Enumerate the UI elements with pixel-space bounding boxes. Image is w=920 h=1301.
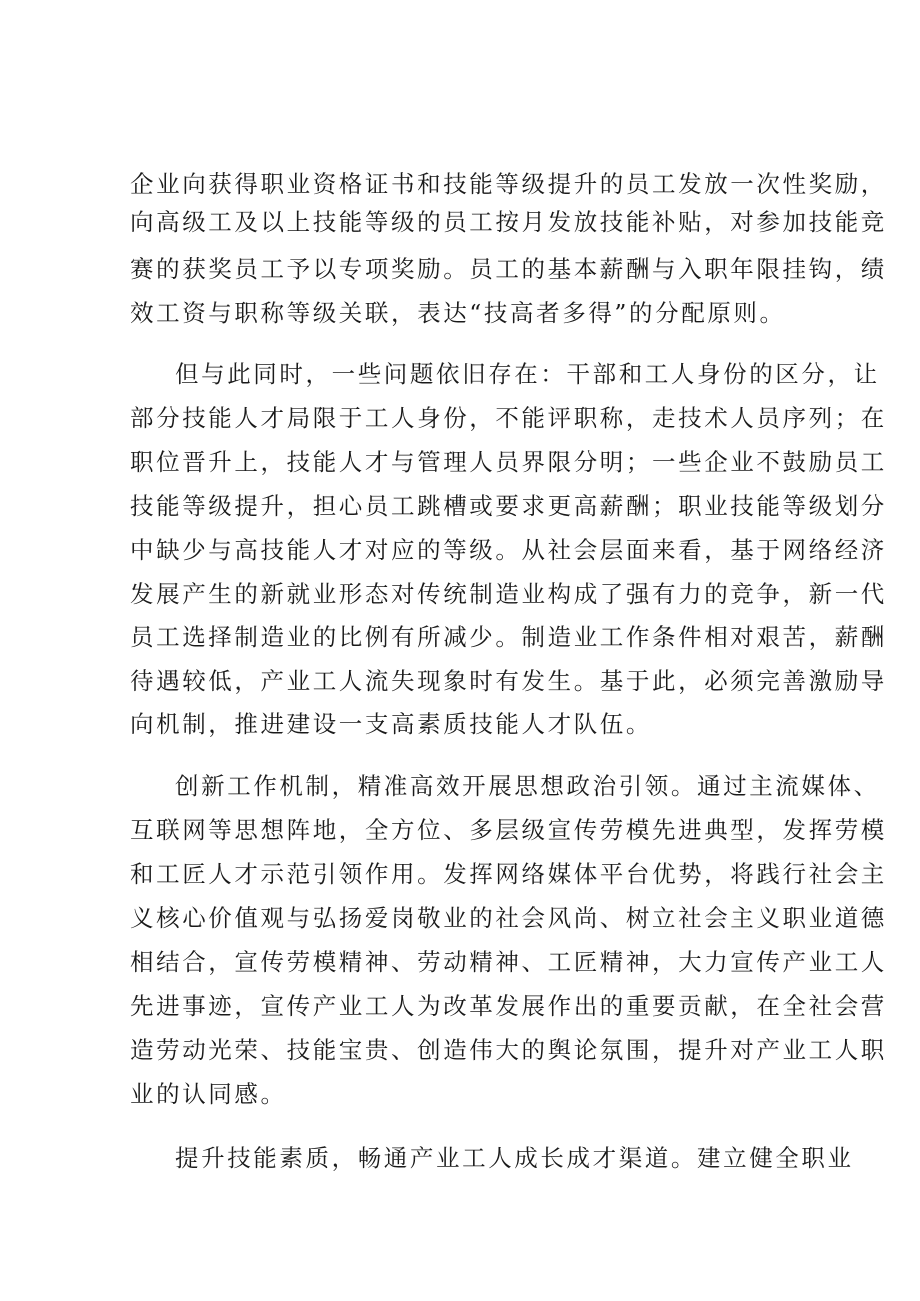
paragraph-2-line-2: 部分技能人才局限于工人身份，不能评职称，走技术人员序列；在 [130, 404, 887, 432]
paragraph-3-line-2: 互联网等思想阵地，全方位、多层级宣传劳模先进典型，发挥劳模 [130, 816, 887, 844]
paragraph-3-line-7: 造劳动光荣、技能宝贵、创造伟大的舆论氛围，提升对产业工人职 [130, 1036, 887, 1064]
paragraph-2-line-1: 但与此同时，一些问题依旧存在：干部和工人身份的区分，让 [175, 360, 880, 388]
paragraph-2-line-4: 技能等级提升，担心员工跳槽或要求更高薪酬；职业技能等级划分 [130, 492, 887, 520]
document-body [130, 0, 887, 1301]
paragraph-1-line-2: 向高级工及以上技能等级的员工按月发放技能补贴，对参加技能竞 [130, 208, 887, 236]
paragraph-3-line-5: 相结合，宣传劳模精神、劳动精神、工匠精神，大力宣传产业工人 [130, 948, 887, 976]
paragraph-2-line-3: 职位晋升上，技能人才与管理人员界限分明；一些企业不鼓励员工 [130, 448, 887, 476]
paragraph-4-line-1: 提升技能素质，畅通产业工人成长成才渠道。建立健全职业 [175, 1144, 854, 1172]
paragraph-3-line-4: 义核心价值观与弘扬爱岗敬业的社会风尚、树立社会主义职业道德 [130, 904, 887, 932]
paragraph-3-line-1: 创新工作机制，精准高效开展思想政治引领。通过主流媒体、 [175, 772, 880, 800]
paragraph-3-line-6: 先进事迹，宣传产业工人为改革发展作出的重要贡献，在全社会营 [130, 992, 887, 1020]
paragraph-3-line-8: 业的认同感。 [130, 1080, 287, 1108]
paragraph-2-line-8: 待遇较低，产业工人流失现象时有发生。基于此，必须完善激励导 [130, 667, 887, 695]
paragraph-1-line-4: 效工资与职称等级关联，表达“技高者多得”的分配原则。 [130, 299, 786, 327]
paragraph-2-line-6: 发展产生的新就业形态对传统制造业构成了强有力的竞争，新一代 [130, 580, 887, 608]
paragraph-1-line-1: 企业向获得职业资格证书和技能等级提升的员工发放一次性奖励， [130, 170, 887, 198]
paragraph-2-line-5: 中缺少与高技能人才对应的等级。从社会层面来看，基于网络经济 [130, 536, 887, 564]
paragraph-2-line-7: 员工选择制造业的比例有所减少。制造业工作条件相对艰苦，薪酬 [130, 623, 887, 651]
paragraph-3-line-3: 和工匠人才示范引领作用。发挥网络媒体平台优势，将践行社会主 [130, 860, 887, 888]
paragraph-1-line-3: 赛的获奖员工予以专项奖励。员工的基本薪酬与入职年限挂钩，绩 [130, 255, 887, 283]
paragraph-2-line-9: 向机制，推进建设一支高素质技能人才队伍。 [130, 710, 652, 738]
